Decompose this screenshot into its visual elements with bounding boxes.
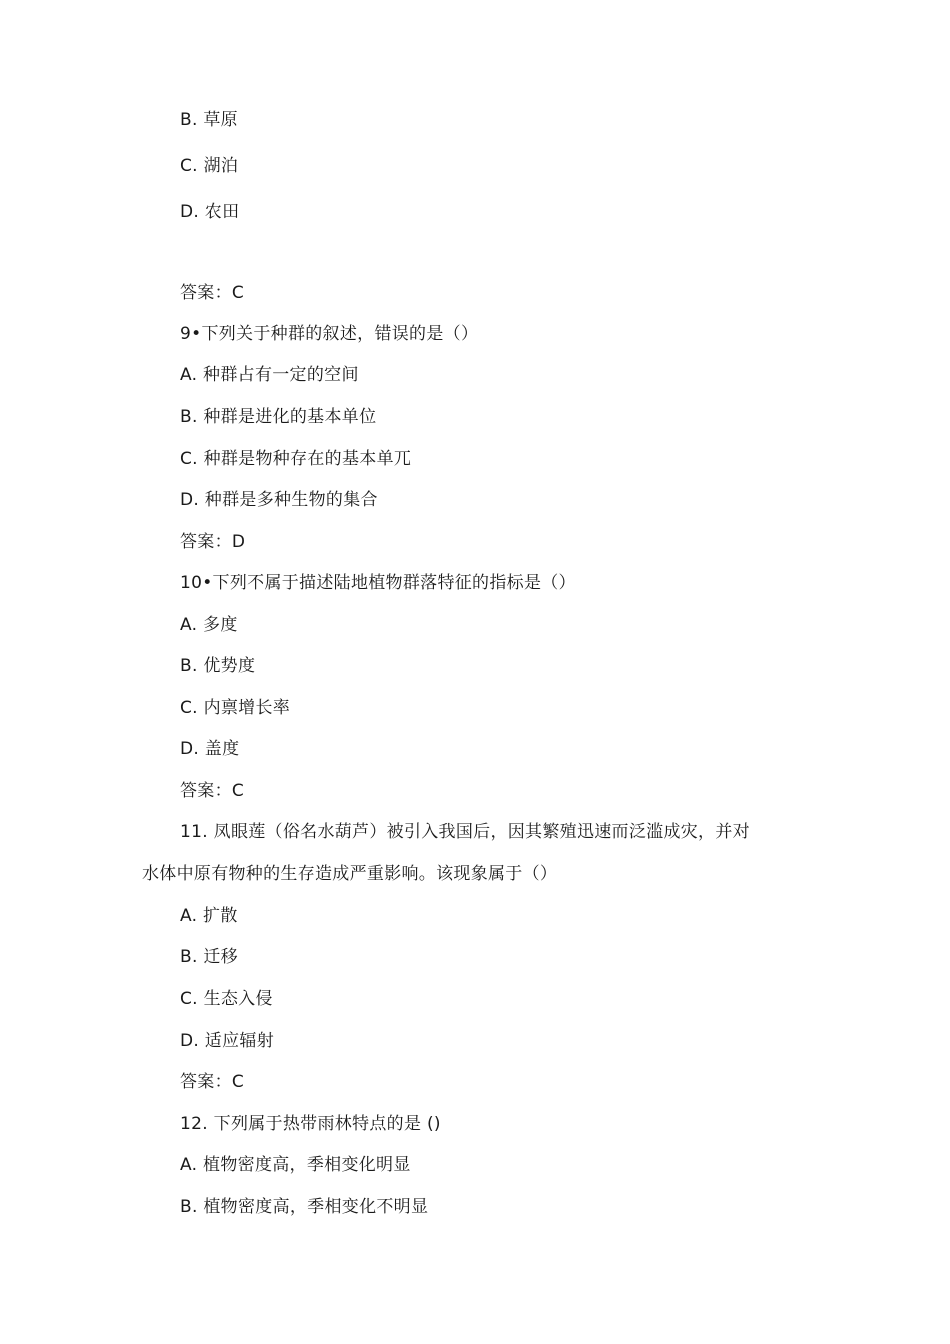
q10-option-a: A. 多度 (180, 615, 238, 635)
q11-option-d: D. 适应辐射 (180, 1031, 274, 1051)
q9-option-d: D. 种群是多种生物的集合 (180, 490, 378, 510)
q8-option-b: B. 草原 (180, 110, 238, 130)
q11-option-b: B. 迁移 (180, 947, 238, 967)
q8-answer: 答案：C (180, 283, 245, 303)
q10-option-d: D. 盖度 (180, 739, 240, 759)
q11-option-a: A. 扩散 (180, 906, 238, 926)
q9-option-c: C. 种群是物种存在的基本单兀 (180, 449, 412, 469)
q11-question-line1: 11. 凤眼莲（俗名水葫芦）被引入我国后，因其繁殖迅速而泛滥成灾，并对 (180, 822, 750, 842)
q11-answer: 答案：C (180, 1072, 245, 1092)
q11-question-line2: 水体中原有物种的生存造成严重影响。该现象属于（） (142, 864, 558, 884)
q9-question: 9•下列关于种群的叙述，错误的是（） (180, 324, 479, 344)
q10-option-b: B. 优势度 (180, 656, 256, 676)
q11-option-c: C. 生态入侵 (180, 989, 273, 1009)
q9-option-a: A. 种群占有一定的空间 (180, 365, 359, 385)
q8-option-d: D. 农田 (180, 202, 240, 222)
q10-question: 10•下列不属于描述陆地植物群落特征的指标是（） (180, 573, 576, 593)
q10-option-c: C. 内禀增长率 (180, 698, 291, 718)
q9-option-b: B. 种群是进化的基本单位 (180, 407, 377, 427)
q12-option-b: B. 植物密度高，季相变化不明显 (180, 1197, 429, 1217)
q12-question: 12. 下列属于热带雨林特点的是 () (180, 1114, 441, 1134)
q9-answer: 答案：D (180, 532, 246, 552)
q12-option-a: A. 植物密度高，季相变化明显 (180, 1155, 411, 1175)
q10-answer: 答案：C (180, 781, 245, 801)
q8-option-c: C. 湖泊 (180, 156, 239, 176)
